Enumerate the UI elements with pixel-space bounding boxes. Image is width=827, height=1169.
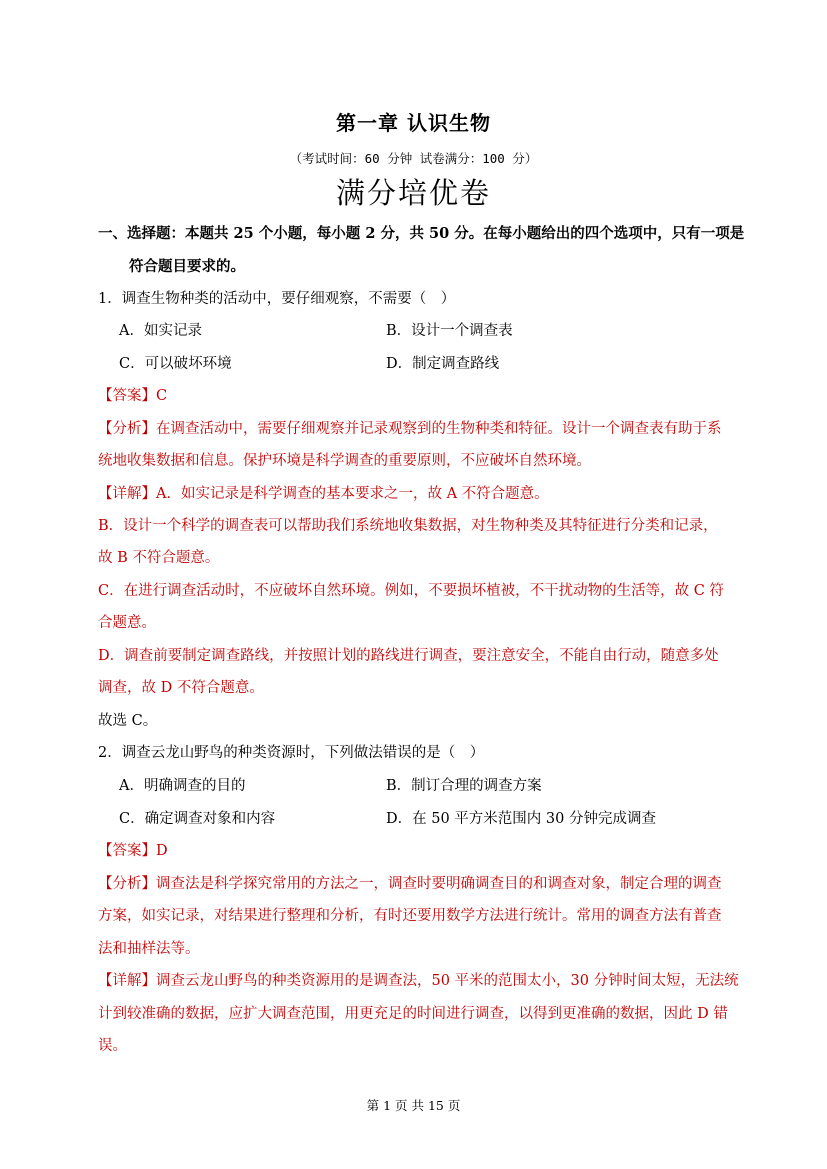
question-1-detail-line: 故 B 不符合题意。 xyxy=(98,550,220,566)
question-1-option-b: B．设计一个调查表 xyxy=(386,323,513,339)
question-2-analysis-line: 方案，如实记录，对结果进行整理和分析，有时还要用数学方法进行统计。常用的调查方法有普查 xyxy=(98,908,722,924)
chapter-title: 第一章 认识生物 xyxy=(336,111,491,135)
exam-info: （考试时间：60 分钟 试卷满分：100 分） xyxy=(289,151,538,166)
question-1-option-a: A．如实记录 xyxy=(119,323,202,339)
question-1-conclusion: 故选 C。 xyxy=(98,713,158,729)
question-2-answer: 【答案】D xyxy=(98,843,168,859)
question-2-detail-line: 计到较准确的数据，应扩大调查范围，用更充足的时间进行调查，以得到更准确的数据，因此 D 错 xyxy=(98,1006,728,1022)
question-2-option-a: A．明确调查的目的 xyxy=(119,778,246,794)
question-1-detail-line: D．调查前要制定调查路线，并按照计划的路线进行调查，要注意安全，不能自由行动，随意多处 xyxy=(98,648,719,664)
question-1-stem: 1．调查生物种类的活动中，要仔细观察，不需要（ ） xyxy=(98,291,456,307)
paper-title: 满分培优卷 xyxy=(335,176,491,210)
question-2-option-d: D．在 50 平方米范围内 30 分钟完成调查 xyxy=(386,811,656,827)
question-2-stem: 2．调查云龙山野鸟的种类资源时，下列做法错误的是（ ） xyxy=(98,745,485,761)
question-1-option-d: D．制定调查路线 xyxy=(386,356,500,372)
question-1-detail-line: 调查，故 D 不符合题意。 xyxy=(98,680,264,696)
question-1-detail-line: C．在进行调查活动时，不应破坏自然环境。例如，不要损坏植被，不干扰动物的生活等，故 C 符 xyxy=(98,583,724,599)
question-2-analysis-line: 法和抽样法等。 xyxy=(98,941,200,957)
question-1-analysis-line: 统地收集数据和信息。保护环境是科学调查的重要原则，不应破坏自然环境。 xyxy=(98,453,591,469)
question-1-detail-line: 合题意。 xyxy=(98,615,156,631)
question-2-detail-line: 【详解】调查云龙山野鸟的种类资源用的是调查法，50 平米的范围太小，30 分钟时间太短，无法统 xyxy=(98,973,739,989)
question-2-detail-line: 误。 xyxy=(98,1038,127,1054)
question-2-option-c: C．确定调查对象和内容 xyxy=(119,811,276,827)
section-instruction-cont: 符合题目要求的。 xyxy=(129,258,245,275)
question-2-option-b: B．制订合理的调查方案 xyxy=(386,778,542,794)
question-1-option-c: C．可以破坏环境 xyxy=(119,356,232,372)
question-1-answer: 【答案】C xyxy=(98,388,168,404)
question-1-analysis-line: 【分析】在调查活动中，需要仔细观察并记录观察到的生物种类和特征。设计一个调查表有助于系 xyxy=(98,421,722,437)
question-1-detail-line: 【详解】A．如实记录是科学调查的基本要求之一，故 A 不符合题意。 xyxy=(98,486,549,502)
question-2-analysis-line: 【分析】调查法是科学探究常用的方法之一，调查时要明确调查目的和调查对象，制定合理的调查 xyxy=(98,876,722,892)
page-number: 第 1 页 共 15 页 xyxy=(366,1098,461,1113)
question-1-detail-line: B．设计一个科学的调查表可以帮助我们系统地收集数据，对生物种类及其特征进行分类和记录， xyxy=(98,518,718,534)
section-instruction: 一、选择题：本题共 25 个小题，每小题 2 分，共 50 分。在每小题给出的四个选项中，只有一项是 xyxy=(98,225,745,242)
